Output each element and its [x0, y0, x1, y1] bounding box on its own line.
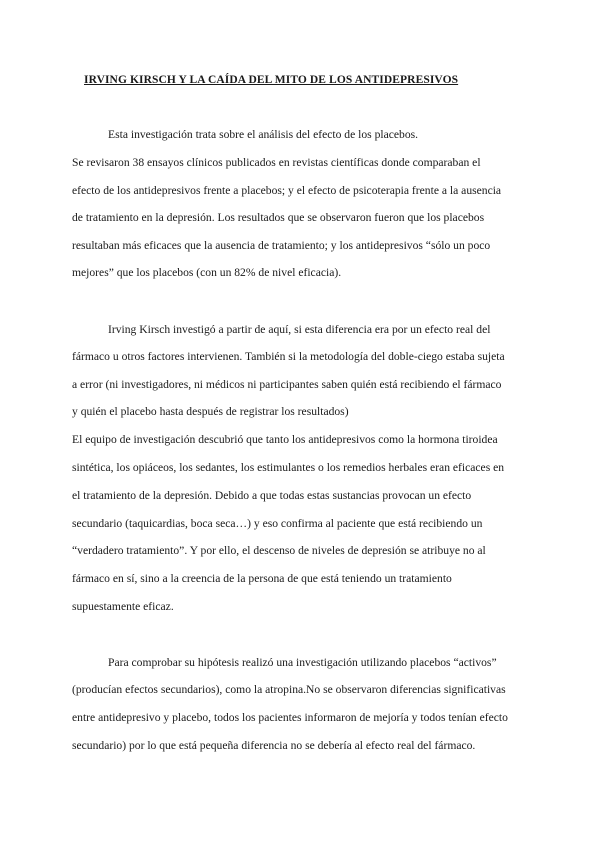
paragraph-line: a error (ni investigadores, ni médicos ni participantes saben quién está recibiendo el fármaco — [72, 378, 502, 391]
paragraph-line: (producían efectos secundarios), como la atropina.No se observaron diferencias significativas — [72, 683, 506, 696]
paragraph-line: y quién el placebo hasta después de registrar los resultados) — [72, 405, 349, 418]
paragraph-line: secundario) por lo que está pequeña diferencia no se debería al efecto real del fármaco. — [72, 739, 476, 752]
paragraph-line: El equipo de investigación descubrió que tanto los antidepresivos como la hormona tiroidea — [72, 433, 498, 446]
paragraph-line: el tratamiento de la depresión. Debido a que todas estas sustancias provocan un efecto — [72, 489, 472, 502]
paragraph-line: Irving Kirsch investigó a partir de aquí, si esta diferencia era por un efecto real del — [108, 323, 491, 336]
document-title: IRVING KIRSCH Y LA CAÍDA DEL MITO DE LOS ANTIDEPRESIVOS — [84, 74, 459, 86]
paragraph-line: “verdadero tratamiento”. Y por ello, el descenso de niveles de depresión se atribuye no al — [72, 544, 486, 557]
paragraph-line: Se revisaron 38 ensayos clínicos publicados en revistas científicas donde comparaban el — [72, 156, 481, 169]
paragraph-line: entre antidepresivo y placebo, todos los pacientes informaron de mejoría y todos tenían efecto — [72, 711, 508, 724]
paragraph-line: secundario (taquicardias, boca seca…) y eso confirma al paciente que está recibiendo un — [72, 517, 483, 530]
paragraph-line: mejores” que los placebos (con un 82% de nivel eficacia). — [72, 266, 342, 279]
paragraph-line: Para comprobar su hipótesis realizó una investigación utilizando placebos “activos” — [108, 656, 497, 669]
paragraph-line: efecto de los antidepresivos frente a placebos; y el efecto de psicoterapia frente a la ausencia — [72, 184, 502, 197]
paragraph-line: resultaban más eficaces que la ausencia de tratamiento; y los antidepresivos “sólo un poco — [72, 239, 491, 252]
paragraph-line: fármaco en sí, sino a la creencia de la persona de que está teniendo un tratamiento — [72, 572, 452, 585]
paragraph-line: Esta investigación trata sobre el análisis del efecto de los placebos. — [108, 128, 419, 141]
paragraph-line: supuestamente eficaz. — [72, 600, 174, 613]
paragraph-line: fármaco u otros factores intervienen. También si la metodología del doble-ciego estaba sujeta — [72, 350, 505, 363]
paragraph-line: de tratamiento en la depresión. Los resultados que se observaron fueron que los placebos — [72, 211, 485, 224]
paragraph-line: sintética, los opiáceos, los sedantes, los estimulantes o los remedios herbales eran eficaces en — [72, 461, 505, 474]
